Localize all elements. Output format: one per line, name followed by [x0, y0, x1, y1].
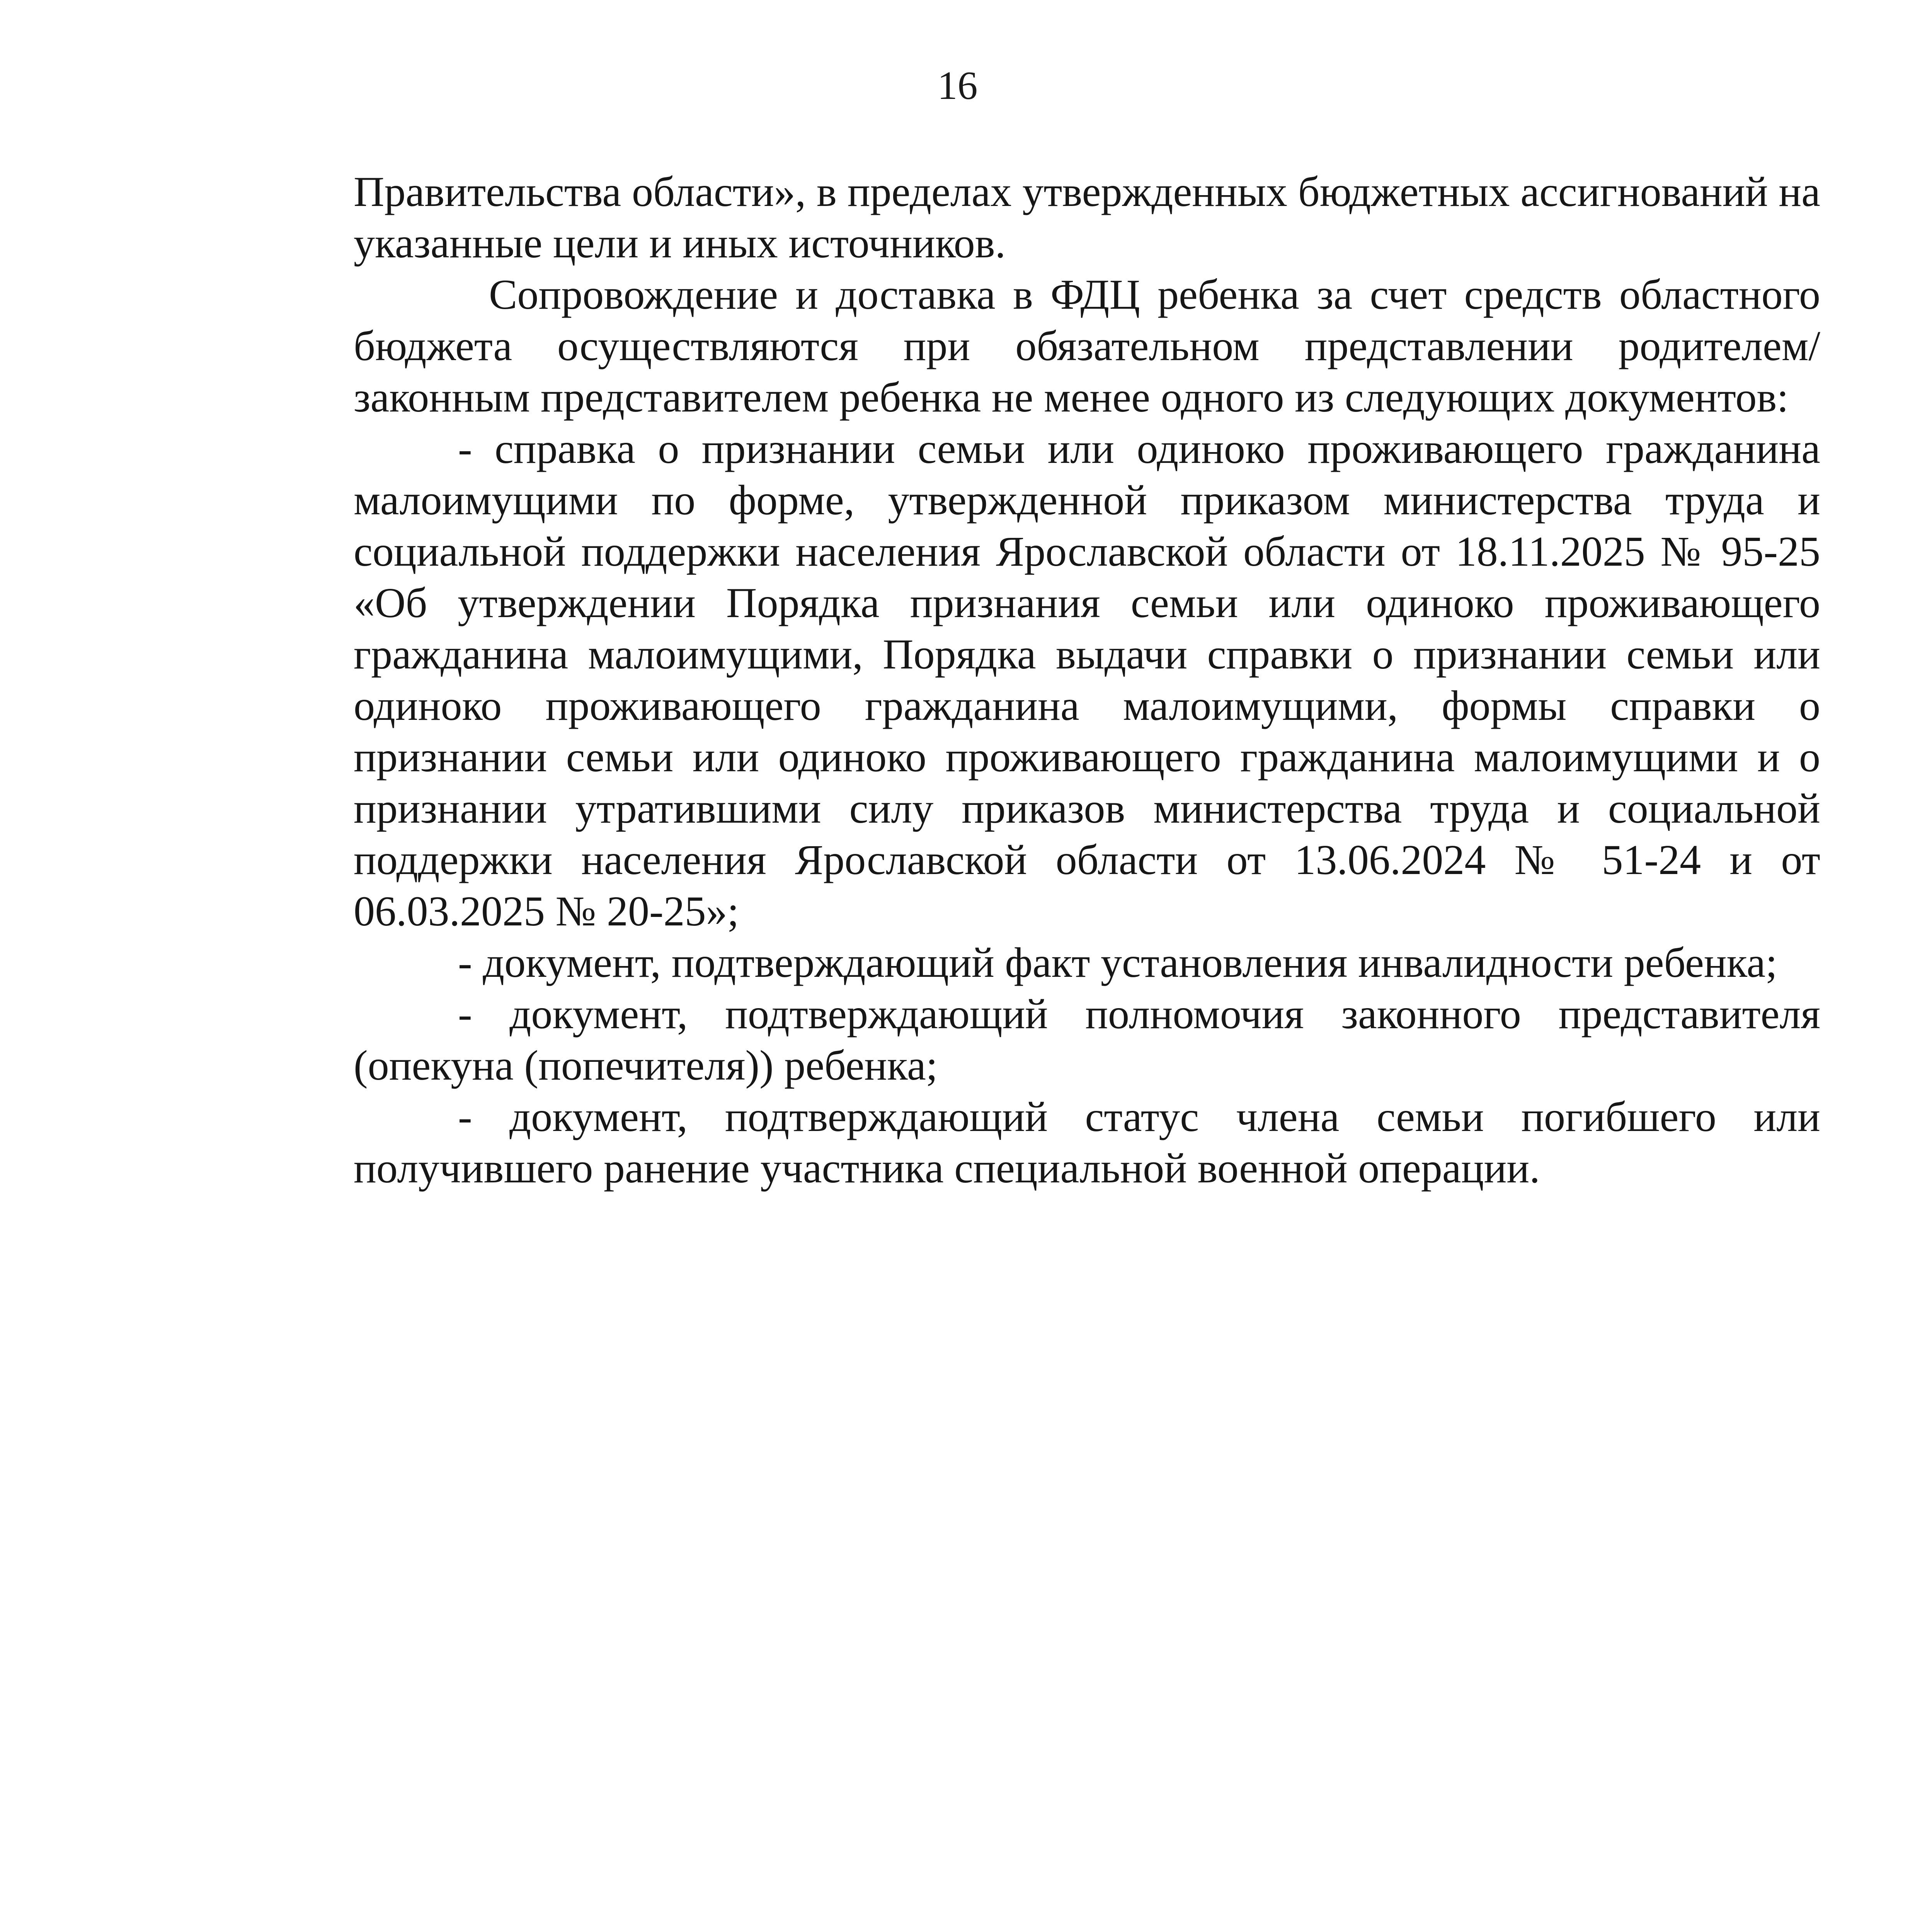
page-number: 16	[937, 63, 978, 108]
list-item-guardian-authority-document: - документ, подтверждающий полномочия законного представителя (опекуна (попечителя)) ребенка;	[354, 990, 1820, 1089]
paragraph-continuation: Правительства области», в пределах утвержденных бюджетных ассигнований на указанные цели и иных источников.	[354, 168, 1820, 267]
list-item-low-income-certificate: - справка о признании семьи или одиноко проживающего гражданина малоимущими по форме, утвержденной приказом министерства труда и социальной поддержки населения Ярославской области от 18.11.2025 № 95-25 «Об утверждении Порядка признания семьи или одиноко проживающего гражданина малоимущими, Порядка выдачи справки о признании семьи или одиноко проживающего гражданина малоимущими, формы справки о признании семьи или одиноко проживающего гражданина малоимущими и о признании утратившими силу приказов министерства труда и социальной поддержки населения Ярославской области от 13.06.2024 № 51-24 и от 06.03.2025 № 20-25»;	[354, 425, 1820, 935]
document-body	[354, 166, 1820, 1194]
list-item-svo-family-status-document: - документ, подтверждающий статус члена семьи погибшего или получившего ранение участника специальной военной операции.	[354, 1093, 1820, 1192]
paragraph-escort-delivery: Сопровождение и доставка в ФДЦ ребенка за счет средств областного бюджета осуществляются при обязательном представлении родителем/ законным представителем ребенка не менее одного из следующих документов:	[354, 271, 1820, 421]
list-item-disability-document: - документ, подтверждающий факт установления инвалидности ребенка;	[458, 939, 1777, 986]
